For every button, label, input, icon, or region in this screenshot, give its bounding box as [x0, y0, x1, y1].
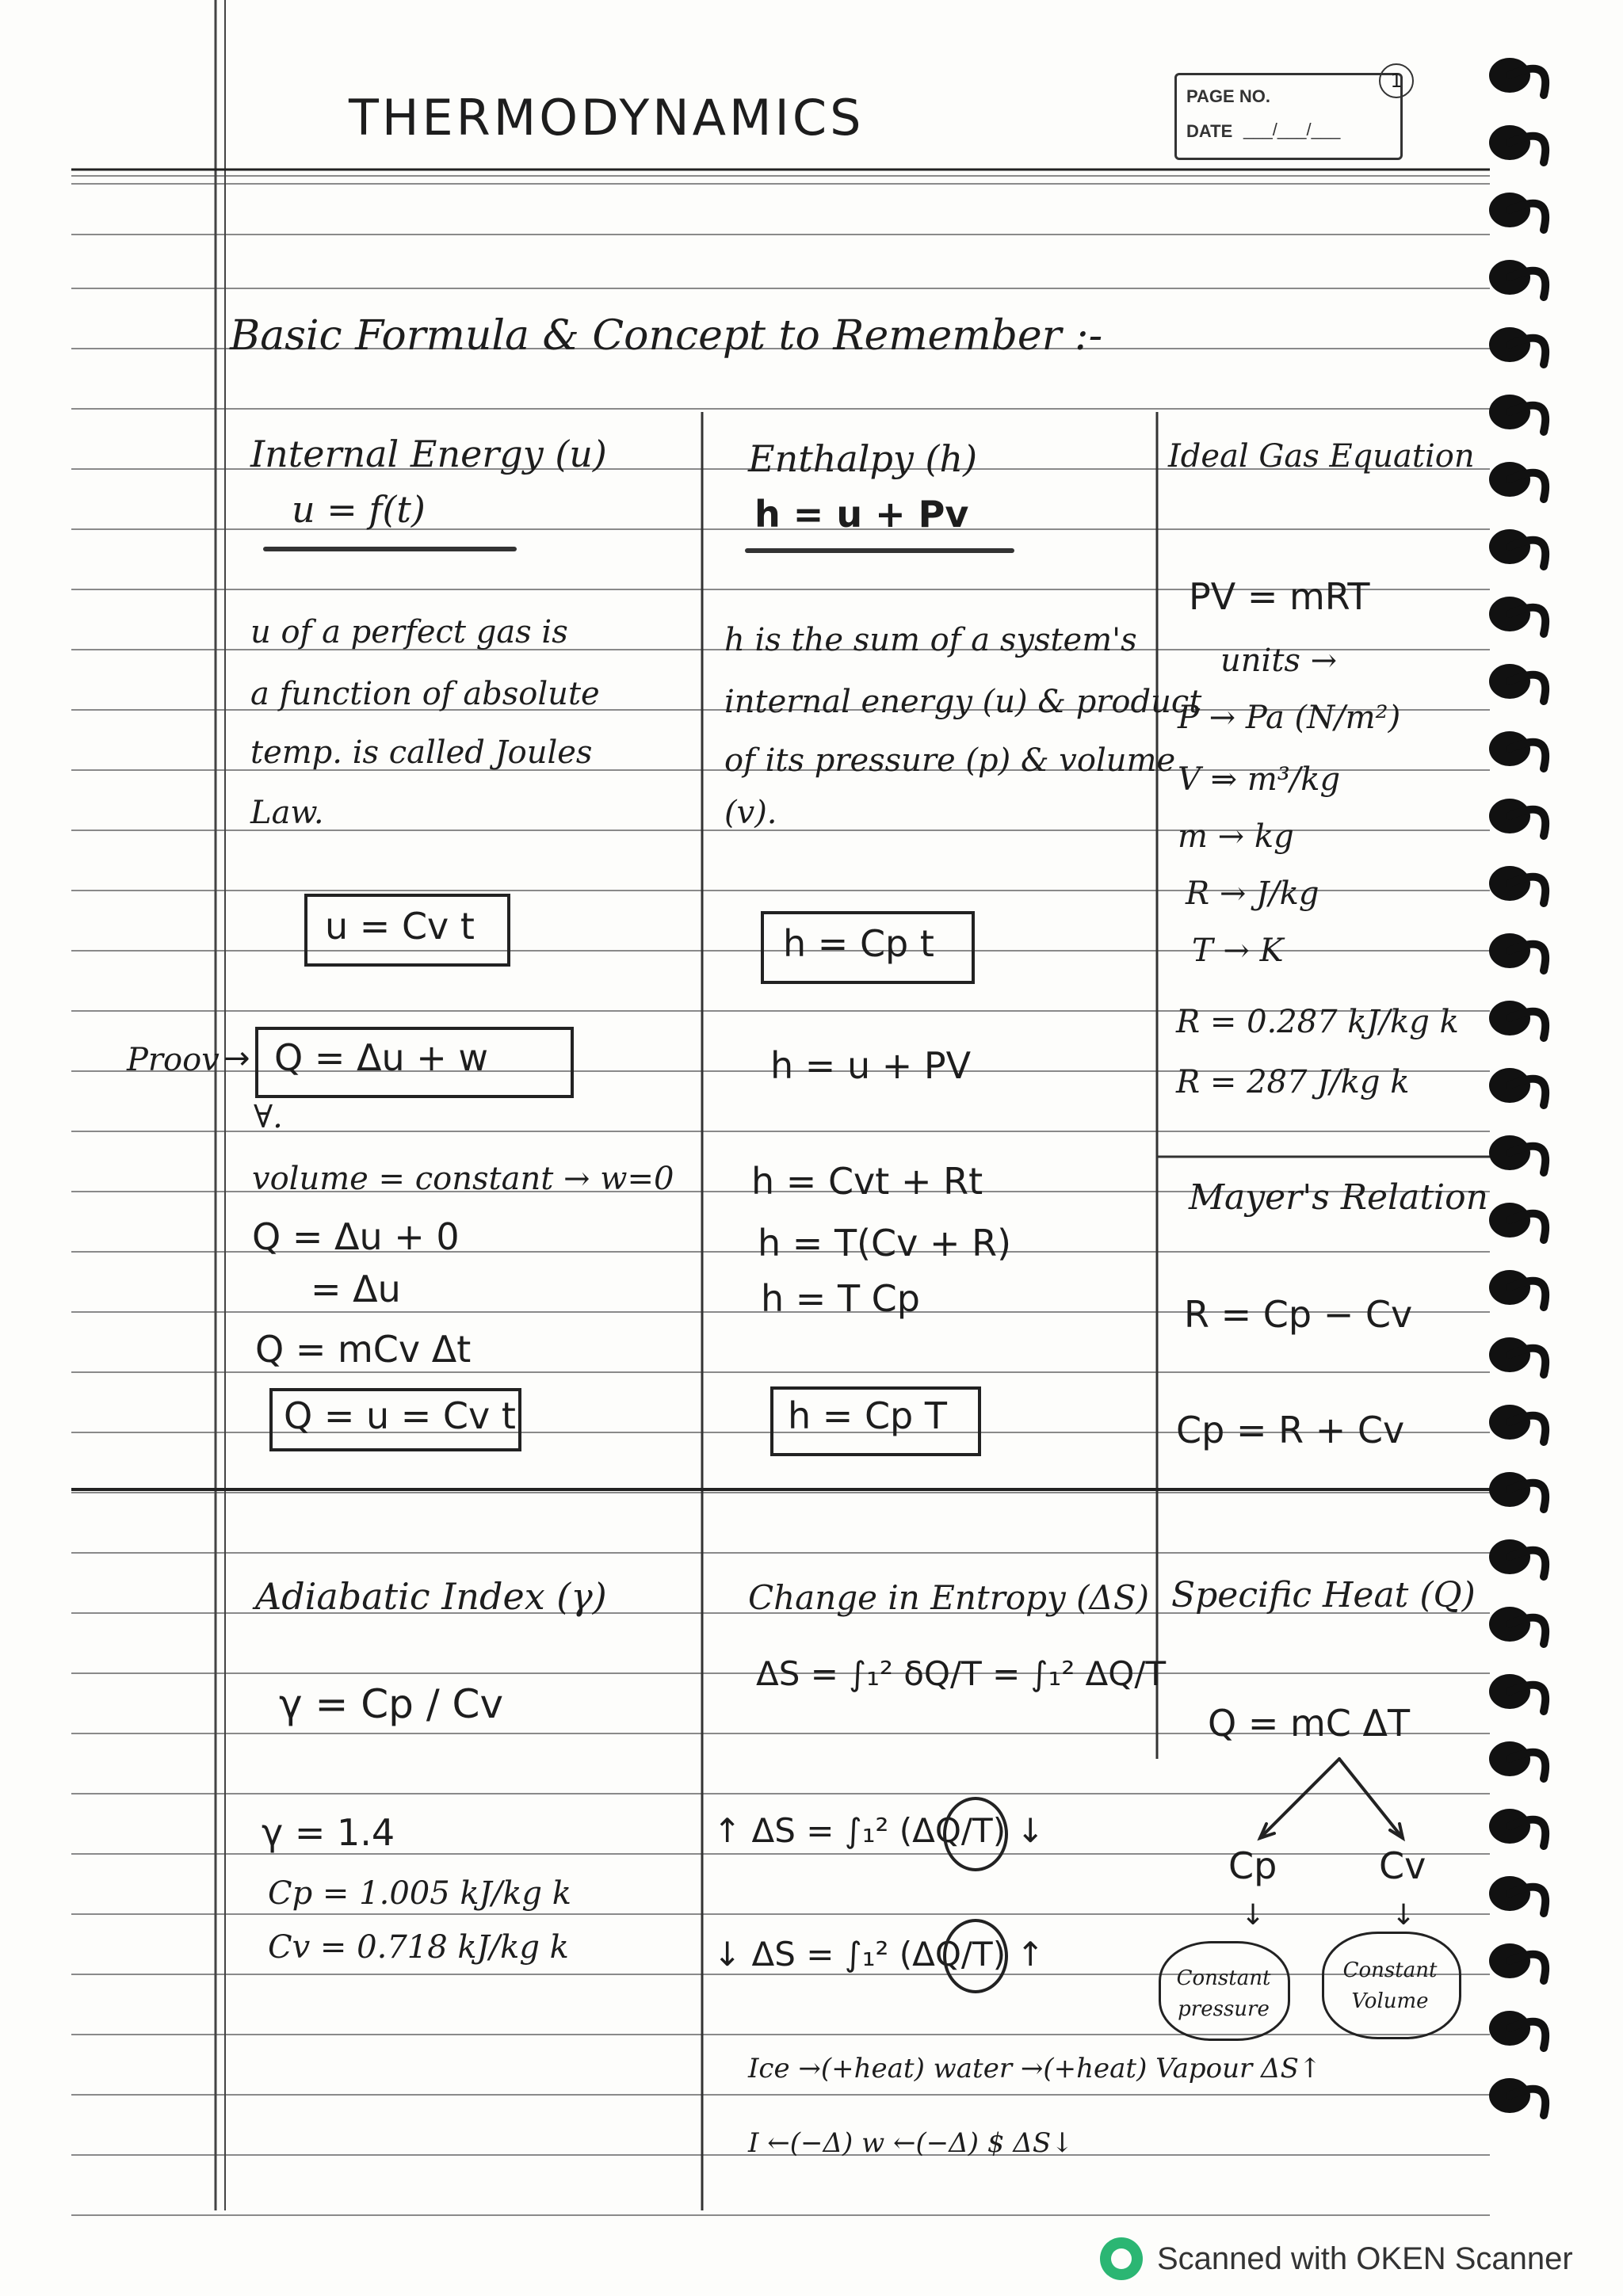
unit-line: V ⇒ m³/kg	[1178, 761, 1341, 798]
entropy-decrease: ↓ ΔS = ∫₁² (ΔQ/T) ↑	[713, 1935, 1044, 1974]
ie-desc-line: Law.	[250, 795, 324, 831]
internal-energy-title: Internal Energy (u)	[250, 433, 607, 475]
enthalpy-step: h = T Cp	[761, 1277, 920, 1320]
ie-final-formula: Q = u = Cv t	[284, 1394, 516, 1437]
ie-step: Q = mCv Δt	[255, 1328, 472, 1371]
adiabatic-value: Cv = 0.718 kJ/kg k	[268, 1929, 569, 1966]
enthalpy-title: Enthalpy (h)	[748, 437, 978, 480]
adiabatic-title: Adiabatic Index (γ)	[255, 1575, 607, 1618]
underline	[745, 548, 1014, 553]
enthalpy-desc-line: of its pressure (p) & volume	[724, 742, 1176, 779]
down-arrow-icon: ↓	[1241, 1899, 1266, 1932]
mayer-formula: Cp = R + Cv	[1176, 1409, 1405, 1451]
enthalpy-desc-line: (v).	[724, 795, 777, 831]
ie-desc-line: u of a perfect gas is	[250, 614, 568, 650]
unit-line: R → J/kg	[1186, 875, 1319, 912]
enthalpy-step: h = Cvt + Rt	[751, 1160, 983, 1203]
enthalpy-desc-line: internal energy (u) & product	[724, 684, 1202, 720]
adiabatic-formula: γ = Cp / Cv	[279, 1681, 504, 1727]
enthalpy-boxed-formula-text: h = Cp t	[783, 922, 934, 965]
entropy-formula: ΔS = ∫₁² δQ/T = ∫₁² ΔQ/T	[756, 1654, 1167, 1693]
enthalpy-desc-line: h is the sum of a system's	[724, 622, 1137, 658]
mayer-title: Mayer's Relation	[1189, 1177, 1488, 1218]
underline	[263, 547, 517, 551]
entropy-increase: ↑ ΔS = ∫₁² (ΔQ/T) ↓	[713, 1811, 1044, 1850]
ideal-gas-title: Ideal Gas Equation	[1168, 438, 1475, 475]
enthalpy-step: h = T(Cv + R)	[758, 1222, 1012, 1264]
proof-label: Proov	[127, 1042, 220, 1078]
ie-desc-line: a function of absolute	[250, 676, 600, 712]
date-placeholder: ___/___/___	[1243, 120, 1341, 139]
arrow-icon: →	[223, 1040, 250, 1077]
phase-change-forward: Ice →(+heat) water →(+heat) Vapour ΔS↑	[748, 2053, 1322, 2084]
down-arrow-icon: ↓	[1392, 1899, 1416, 1932]
watermark-text: Scanned with OKEN Scanner	[1157, 2241, 1573, 2276]
page-no-label: PAGE NO.	[1186, 86, 1270, 106]
enthalpy-step: h = u + PV	[770, 1044, 972, 1087]
adiabatic-value: Cp = 1.005 kJ/kg k	[268, 1875, 571, 1912]
cp-branch: Cp	[1228, 1844, 1277, 1887]
section-heading: Basic Formula & Concept to Remember :-	[230, 312, 1103, 360]
r-value: R = 287 J/kg k	[1176, 1064, 1410, 1100]
circled-term	[943, 1797, 1008, 1871]
derivation-mark: ∀.	[254, 1099, 283, 1135]
specific-heat-formula: Q = mC ΔT	[1208, 1702, 1411, 1745]
page-number-circle: 1	[1379, 63, 1414, 98]
unit-line: T → K	[1192, 933, 1284, 969]
constant-volume-label: Constant Volume	[1342, 1958, 1438, 2013]
mayer-formula: R = Cp − Cv	[1184, 1293, 1413, 1336]
cv-branch: Cv	[1379, 1844, 1426, 1887]
proof-formula-text: Q = Δu + w	[274, 1036, 489, 1079]
unit-line: m → kg	[1178, 818, 1294, 855]
page-title: THERMODYNAMICS	[349, 89, 865, 147]
scanner-watermark	[1100, 2237, 1573, 2280]
constant-pressure-label: Constant pressure	[1176, 1966, 1271, 2021]
scanner-logo-icon	[1100, 2237, 1143, 2280]
ie-step: = Δu	[311, 1268, 401, 1310]
r-value: R = 0.287 kJ/kg k	[1176, 1004, 1459, 1040]
internal-energy-formula: u = f(t)	[292, 488, 426, 531]
ie-step: Q = Δu + 0	[252, 1215, 460, 1258]
entropy-title: Change in Entropy (ΔS)	[748, 1578, 1149, 1617]
ideal-gas-formula: PV = mRT	[1189, 575, 1370, 618]
date-label: DATE	[1186, 121, 1233, 141]
enthalpy-final-formula: h = Cp T	[788, 1394, 947, 1437]
phase-change-backward: I ←(−Δ) w ←(−Δ) $ ΔS↓	[748, 2127, 1074, 2159]
page-number-box	[1174, 73, 1403, 160]
ie-desc-line: temp. is called Joules	[250, 734, 593, 771]
units-label: units →	[1220, 643, 1338, 679]
unit-line: P → Pa (N/m²)	[1178, 700, 1401, 736]
enthalpy-formula: h = u + Pv	[754, 493, 969, 536]
adiabatic-value: γ = 1.4	[262, 1811, 395, 1854]
circled-term	[943, 1919, 1008, 1993]
ie-step: volume = constant → w=0	[252, 1161, 674, 1197]
ie-boxed-formula-text: u = Cv t	[325, 905, 475, 948]
specific-heat-title: Specific Heat (Q)	[1171, 1575, 1476, 1615]
